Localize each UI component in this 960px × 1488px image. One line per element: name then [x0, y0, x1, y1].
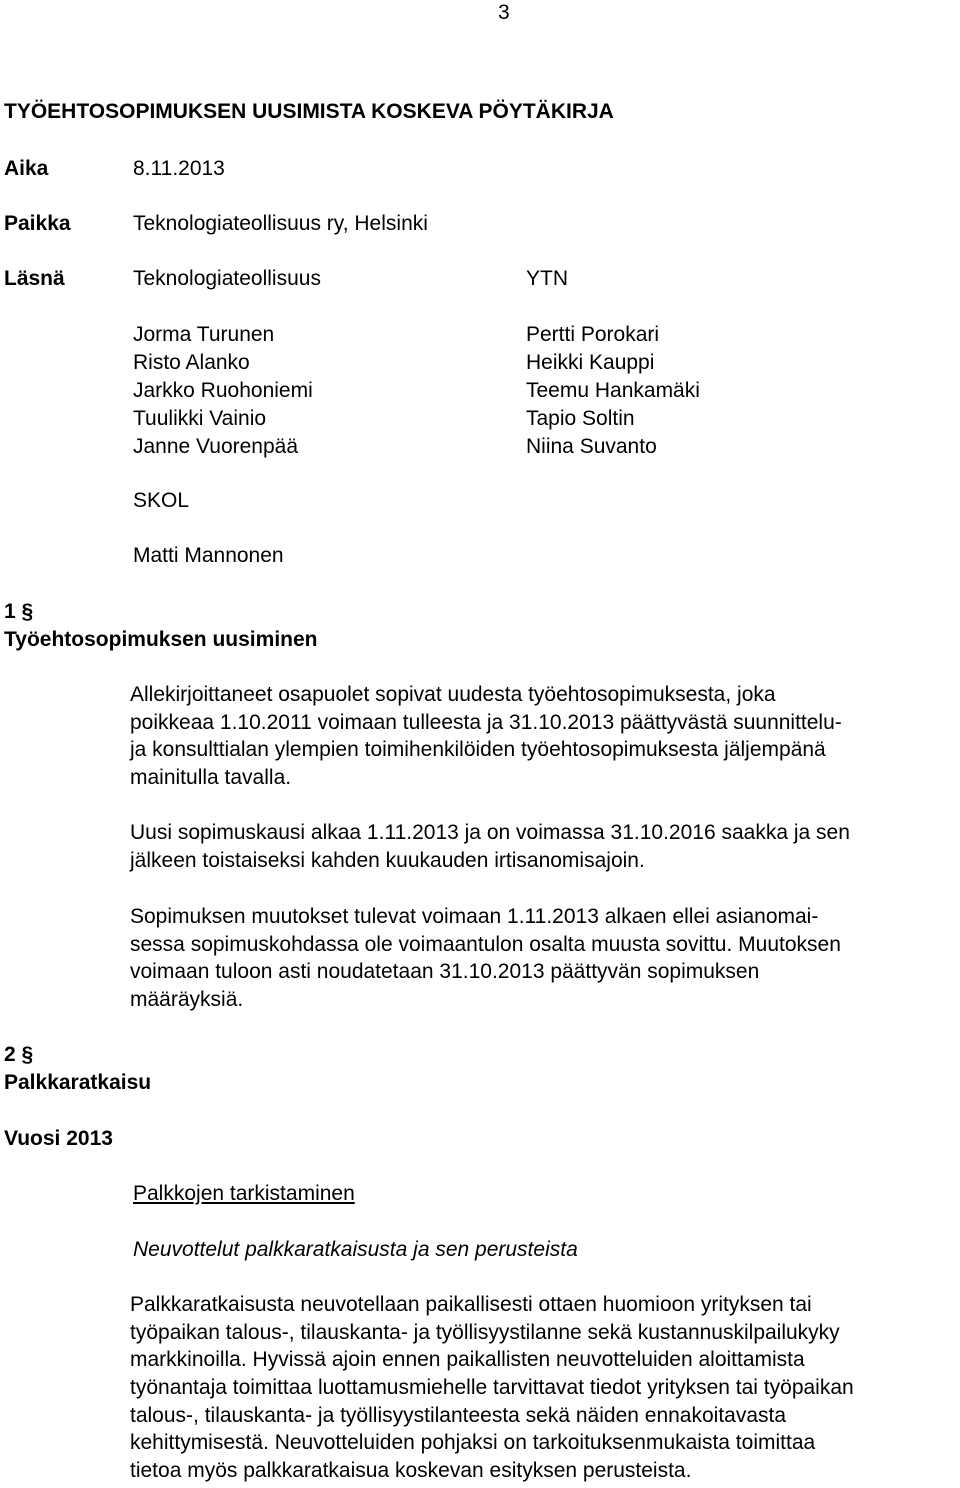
member-skol: Matti Mannonen [133, 544, 284, 567]
aika-label: Aika [4, 157, 49, 180]
member: Janne Vuorenpää [133, 435, 299, 458]
members-teknologiateollisuus [133, 321, 313, 461]
subheading-palkkojen-tarkistaminen: Palkkojen tarkistaminen [133, 1182, 355, 1205]
text-line: määräyksiä. [130, 988, 244, 1012]
text-line: Palkkaratkaisusta neuvotellaan paikallisesti ottaen huomioon yrityksen tai [130, 1293, 812, 1316]
section1-paragraph-1 [130, 681, 842, 792]
lasna-label: Läsnä [4, 267, 65, 290]
section2-number: 2 § [4, 1043, 34, 1066]
text-line: voimaan tuloon asti noudatetaan 31.10.2013 päättyvän sopimuksen [130, 960, 760, 984]
text-line: jälkeen toistaiseksi kahden kuukauden irtisanomisajoin. [130, 848, 645, 872]
member: Jorma Turunen [133, 323, 275, 346]
text-line: ja konsulttialan ylempien toimihenkilöiden työehtosopimuksesta jäljempänä [130, 738, 826, 762]
member: Niina Suvanto [526, 435, 657, 458]
org-ytn: YTN [526, 267, 568, 290]
members-ytn [526, 321, 700, 461]
text-line: mainitulla tavalla. [130, 766, 292, 790]
text-line: Uusi sopimuskausi alkaa 1.11.2013 ja on voimassa 31.10.2016 saakka ja sen [130, 821, 850, 844]
paikka-value: Teknologiateollisuus ry, Helsinki [133, 212, 428, 235]
member: Teemu Hankamäki [526, 379, 700, 402]
aika-value: 8.11.2013 [133, 157, 225, 180]
text-line: työpaikan talous-, tilauskanta- ja työllisyystilanne sekä kustannuskilpailukyky [130, 1320, 840, 1344]
section2-paragraph-1 [130, 1291, 854, 1485]
document-title: TYÖEHTOSOPIMUKSEN UUSIMISTA KOSKEVA PÖYTÄKIRJA [4, 100, 614, 123]
member: Risto Alanko [133, 351, 250, 374]
subheading-neuvottelut: Neuvottelut palkkaratkaisusta ja sen perusteista [133, 1238, 578, 1261]
org-skol: SKOL [133, 489, 190, 512]
text-line: kehittymisestä. Neuvotteluiden pohjaksi on tarkoituksenmukaista toimittaa [130, 1431, 816, 1455]
text-line: tietoa myös palkkaratkaisua koskevan esityksen perusteista. [130, 1459, 692, 1483]
page-number: 3 [498, 1, 510, 24]
section2-heading: Palkkaratkaisu [4, 1071, 152, 1094]
text-line: poikkeaa 1.10.2011 voimaan tulleesta ja 31.10.2013 päättyvästä suunnittelu- [130, 710, 842, 734]
member: Pertti Porokari [526, 323, 660, 346]
section1-paragraph-2 [130, 819, 850, 874]
member: Tapio Soltin [526, 407, 635, 430]
text-line: markkinoilla. Hyvissä ajoin ennen paikallisten neuvotteluiden aloittamista [130, 1348, 805, 1372]
text-line: sessa sopimuskohdassa ole voimaantulon osalta muusta sovittu. Muutoksen [130, 932, 841, 956]
org-teknologiateollisuus: Teknologiateollisuus [133, 267, 321, 290]
section1-heading: Työehtosopimuksen uusiminen [4, 628, 318, 651]
member: Tuulikki Vainio [133, 407, 267, 430]
paikka-label: Paikka [4, 212, 71, 235]
section2-year: Vuosi 2013 [4, 1127, 113, 1150]
text-line: Allekirjoittaneet osapuolet sopivat uudesta työehtosopimuksesta, joka [130, 683, 776, 706]
section1-number: 1 § [4, 600, 34, 623]
member: Jarkko Ruohoniemi [133, 379, 313, 402]
member: Heikki Kauppi [526, 351, 655, 374]
text-line: talous-, tilauskanta- ja työllisyystilanteesta sekä näiden ennakoitavasta [130, 1403, 787, 1427]
section1-paragraph-3 [130, 903, 841, 1014]
text-line: Sopimuksen muutokset tulevat voimaan 1.11.2013 alkaen ellei asianomai- [130, 905, 819, 928]
text-line: työnantaja toimittaa luottamusmiehelle tarvittavat tiedot yrityksen tai työpaikan [130, 1376, 854, 1400]
